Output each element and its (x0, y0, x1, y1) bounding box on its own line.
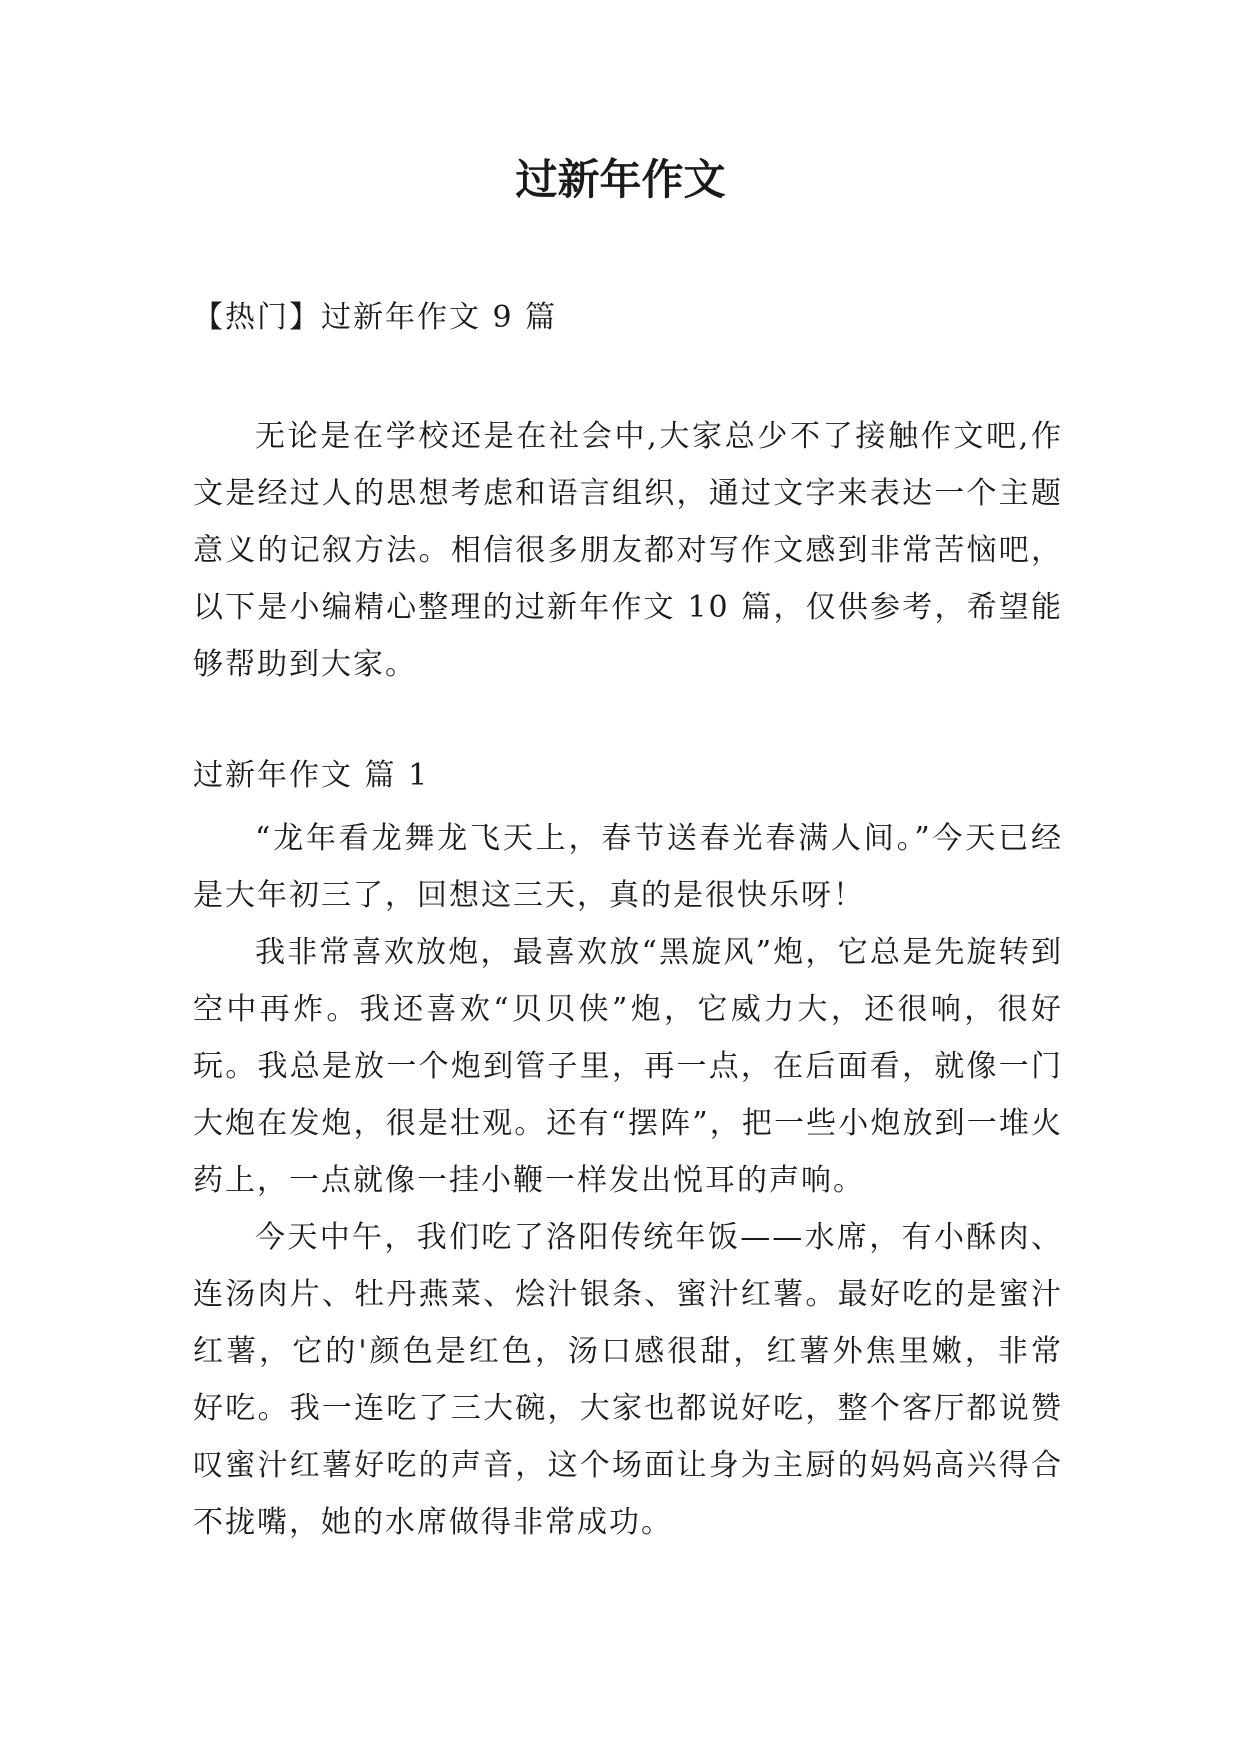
essay-paragraph-3: 今天中午，我们吃了洛阳传统年饭——水席，有小酥肉、连汤肉片、牡丹燕菜、烩汁银条、蜜汁红薯。最好吃的是蜜汁红薯，它的'颜色是红色，汤口感很甜，红薯外焦里嫩，非常好吃。我一连吃了三大碗，大家也都说好吃，整个客厅都说赞叹蜜汁红薯好吃的声音，这个场面让身为主厨的妈妈高兴得合不拢嘴，她的水席做得非常成功。 (193, 1220, 1063, 1540)
essay-paragraph-1: “龙年看龙舞龙飞天上，春节送春光春满人间。”今天已经是大年初三了，回想这三天，真的是很快乐呀！ (193, 821, 1063, 913)
intro-paragraph: 无论是在学校还是在社会中,大家总少不了接触作文吧,作文是经过人的思想考虑和语言组织，通过文字来表达一个主题意义的记叙方法。相信很多朋友都对写作文感到非常苦恼吧，以下是小编精心整理的过新年作文 10 篇，仅供参考，希望能够帮助到大家。 (193, 419, 1063, 682)
intro-block (193, 408, 1063, 693)
document-title: 过新年作文 (515, 155, 726, 204)
essay-section (193, 747, 1063, 1551)
document-subtitle: 【热门】过新年作文 9 篇 (193, 300, 558, 335)
section-heading: 过新年作文 篇 1 (193, 758, 430, 793)
essay-paragraph-2: 我非常喜欢放炮，最喜欢放“黑旋风”炮，它总是先旋转到空中再炸。我还喜欢“贝贝侠”炮，它威力大，还很响，很好玩。我总是放一个炮到管子里，再一点，在后面看，就像一门大炮在发炮，很是壮观。还有“摆阵”，把一些小炮放到一堆火药上，一点就像一挂小鞭一样发出悦耳的声响。 (193, 935, 1063, 1198)
